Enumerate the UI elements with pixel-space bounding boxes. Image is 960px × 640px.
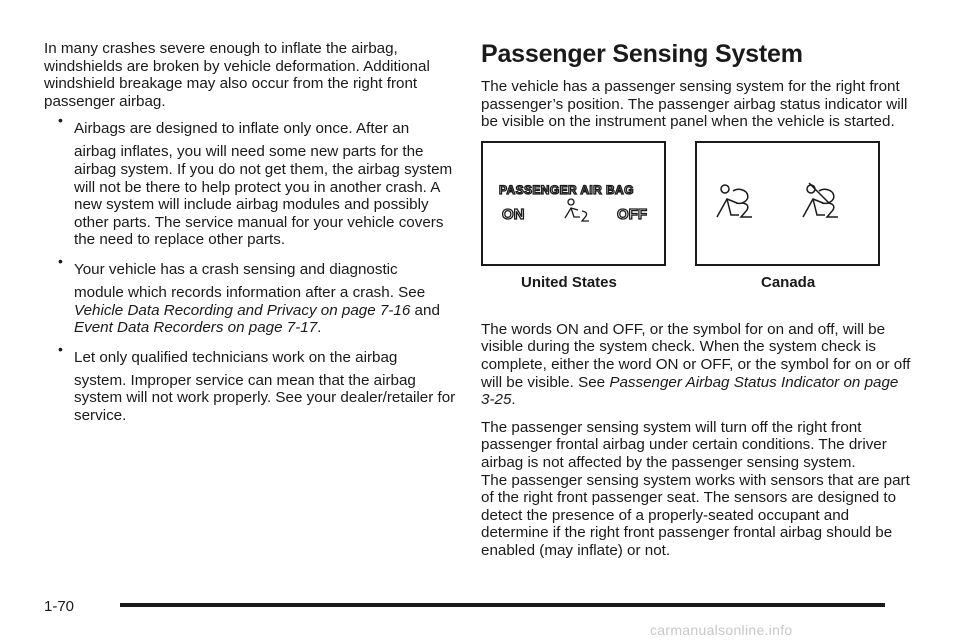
- canada-indicator-illustration: [697, 143, 878, 264]
- bullet-text: system. Improper service can mean that the airbag system will not work properly. See your dealer/retailer for service.: [74, 371, 456, 424]
- paragraph-system-check: [481, 321, 911, 409]
- figure-canada: [695, 141, 880, 266]
- link-vehicle-data-recording[interactable]: Vehicle Data Recording and Privacy on page 7-16: [74, 301, 411, 319]
- link-passenger-airbag-status-indicator[interactable]: Passenger Airbag Status Indicator on page 3-25: [481, 373, 899, 409]
- passenger-seated-icon: [565, 199, 589, 221]
- bullet-first-line: Let only qualified technicians work on the airbag: [74, 348, 398, 366]
- paragraph-intro: The vehicle has a passenger sensing system for the right front passenger’s position. The passenger airbag status indicator will be visible on the instrument panel when the vehicle is started.: [481, 78, 908, 131]
- bullet-text: module which records information after a crash. See: [74, 283, 426, 301]
- bullet-text-and: and: [414, 301, 440, 319]
- bullet-dot-icon: •: [58, 252, 63, 269]
- link-event-data-recorders[interactable]: Event Data Recorders on page 7-17: [74, 319, 318, 337]
- caption-canada: Canada: [761, 273, 816, 291]
- paragraph-sensors: The passenger sensing system works with sensors that are part of the right front passenger seat. The sensors are designed to detect the presence of a properly-seated occupant and determine if the right front passenger frontal airbag should be enabled (may inflate) or not.: [481, 471, 910, 559]
- airbag-off-symbol-icon: [803, 183, 838, 217]
- paragraph-text: The words ON and OFF, or the symbol for on and off, will be visible during the system check. When the system check is complete, either the word ON or OFF, or the symbol for on or off will be visible. See: [481, 320, 911, 391]
- page-number: 1-70: [44, 598, 75, 615]
- indicator-off-text: OFF: [617, 205, 647, 223]
- bullet-dot-icon: •: [58, 112, 63, 129]
- paragraph-turn-off: The passenger sensing system will turn off the right front passenger frontal airbag under certain conditions. The driver airbag is not affected by the passenger sensing system.: [481, 418, 887, 471]
- paragraph-end: .: [511, 391, 516, 409]
- left-column: [44, 40, 456, 437]
- bullet-first-line: Your vehicle has a crash sensing and diagnostic: [74, 260, 398, 278]
- airbag-on-symbol-icon: [717, 185, 752, 217]
- caption-united-states: United States: [521, 273, 617, 291]
- indicator-title-text: PASSENGER AIR BAG: [499, 182, 634, 197]
- footer-rule: [120, 603, 885, 607]
- bullet-item-crash-sensing: [44, 252, 456, 337]
- right-column: [481, 40, 911, 570]
- bullet-text-end: .: [317, 319, 322, 337]
- bullet-dot-icon: •: [58, 340, 63, 357]
- section-heading: Passenger Sensing System: [481, 40, 803, 68]
- bullet-first-line: Airbags are designed to inflate only once. After an: [74, 120, 410, 138]
- status-indicator-figures: [481, 141, 911, 317]
- bullet-item-qualified-technicians: [44, 340, 456, 425]
- watermark: carmanualsonline.info: [650, 622, 793, 638]
- indicator-on-text: ON: [502, 205, 525, 223]
- us-indicator-illustration: [483, 143, 664, 264]
- bullet-item-airbag-inflate: [44, 112, 456, 249]
- figure-united-states: [481, 141, 666, 266]
- bullet-text: airbag inflates, you will need some new parts for the airbag system. If you do not get them, the airbag system will not be there to help protect you in another crash. A new system will include airbag modules and possibly other parts. The service manual for your vehicle covers the need to replace other parts.: [74, 143, 453, 249]
- intro-paragraph: In many crashes severe enough to inflate the airbag, windshields are broken by vehicle deformation. Additional windshield breakage may also occur from the right front passenger airbag.: [44, 40, 430, 110]
